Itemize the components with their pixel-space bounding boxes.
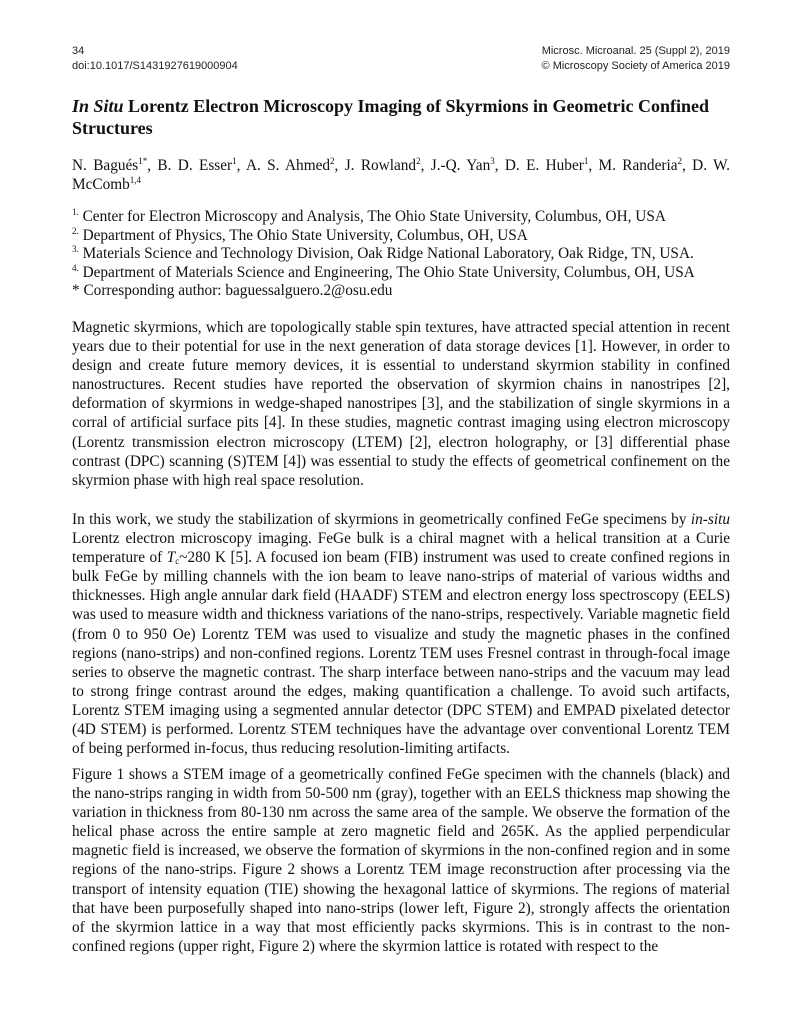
text-italic: in-situ xyxy=(690,511,730,528)
author-affil: 1,4 xyxy=(129,175,142,185)
author-affil: 2 xyxy=(416,156,421,166)
author-affil: 1 xyxy=(232,156,237,166)
affiliation xyxy=(72,227,732,246)
author-affil: 3 xyxy=(490,156,495,166)
symbol-T: T xyxy=(166,549,176,567)
paragraph-results: Figure 1 shows a STEM image of a geometrically confined FeGe specimen with the channels (black) and the nano-strips ranging in width from 50-500 nm (gray), together with an EELS thickness map showing the variation in thickness from 80-130 nm across the same area of the sample. We observe the formation of the helical phase across the entire sample at zero magnetic field and 265K. As the applied perpendicular magnetic field is increased, we observe the formation of skyrmions in the non-confined region and in some regions of the nano-strips. Figure 2 shows a Lorentz TEM image reconstruction after processing via the transport of intensity equation (TIE) showing the hexagonal lattice of skyrmions. The regions of material that have been purposefully shaped into nano-strips (lower left, Figure 2), strongly affects the orientation of the skyrmion lattice in a way that most efficiently packs skyrmions. This is in contrast to the non-confined regions (upper right, Figure 2) where the skyrmion lattice is rotated with respect to the xyxy=(72,766,730,955)
author: N. Bagués xyxy=(72,157,139,174)
affiliation xyxy=(72,208,732,227)
affil-text: Materials Science and Technology Division, Oak Ridge National Laboratory, Oak Ridge, TN, USA. xyxy=(78,245,694,263)
page-number: 34 xyxy=(72,45,85,57)
affil-number: 4. xyxy=(72,262,79,273)
affil-number: 3. xyxy=(72,244,79,255)
author-list xyxy=(72,156,730,194)
affiliation xyxy=(72,245,732,264)
affiliations xyxy=(72,208,732,301)
text: Lorentz electron microscopy imaging. FeGe bulk is a chiral magnet with a helical transition at a Curie temperature of xyxy=(72,530,730,567)
affil-number: 2. xyxy=(72,225,79,236)
corresponding-author: * Corresponding author: baguessalguero.2@osu.edu xyxy=(72,282,393,300)
doi: doi:10.1017/S1431927619000904 xyxy=(72,60,238,72)
affil-text: Department of Materials Science and Engineering, The Ohio State University, Columbus, OH, USA xyxy=(78,263,695,281)
author: , D. W. McComb xyxy=(72,157,730,193)
author: , J. Rowland xyxy=(334,157,417,174)
author: , J.-Q. Yan xyxy=(420,157,491,174)
affil-text: Department of Physics, The Ohio State University, Columbus, OH, USA xyxy=(78,226,528,244)
text: In this work, we study the stabilization of skyrmions in geometrically confined FeGe specimens by xyxy=(72,511,691,528)
subscript-c: c xyxy=(175,556,180,567)
copyright: © Microscopy Society of America 2019 xyxy=(541,60,730,72)
journal-citation: Microsc. Microanal. 25 (Suppl 2), 2019 xyxy=(541,45,730,57)
author: , D. E. Huber xyxy=(494,157,584,174)
page-header-right xyxy=(542,44,730,74)
author: , B. D. Esser xyxy=(147,157,233,174)
affil-text: Center for Electron Microscopy and Analysis, The Ohio State University, Columbus, OH, USA xyxy=(78,208,666,225)
author-affil: 2 xyxy=(677,156,682,166)
paragraph-methods xyxy=(72,510,730,758)
author: , A. S. Ahmed xyxy=(236,157,331,174)
author: , M. Randeria xyxy=(588,157,678,174)
author-affil: 2 xyxy=(330,156,335,166)
author-affil: 1 xyxy=(583,156,589,166)
text: ~280 K [5]. A focused ion beam (FIB) instrument was used to create confined regions in bulk FeGe by milling channels with the ion beam to leave nano-strips of material of various widths and thicknesses. High angle annular dark field (HAADF) STEM and electron energy loss spectroscopy (EELS) was used to measure width and thickness variations of the nano-strips, respectively. Variable magnetic field (from 0 to 950 Oe) Lorentz TEM was used to visualize and study the magnetic phases in the confined regions (nano-strips) and non-confined regions. Lorentz TEM uses Fresnel contrast in through-focal image series to observe the magnetic contrast. The sharp interface between nano-strips and the vacuum may lead to strong fringe contrast around the edges, making quantification a challenge. To avoid such artifacts, Lorentz STEM imaging using a segmented annular detector (DPC STEM) and EMPAD pixelated detector (4D STEM) is performed. Lorentz STEM techniques have the advantage over conventional Lorentz TEM of being performed in-focus, thus reducing resolution-limiting artifacts. xyxy=(72,549,730,758)
title-italic: In Situ xyxy=(72,96,124,116)
paper-title xyxy=(72,95,732,139)
affiliation xyxy=(72,264,732,283)
page-header-left xyxy=(72,44,238,74)
author-affil: 1* xyxy=(138,156,148,166)
paragraph-intro: Magnetic skyrmions, which are topologically stable spin textures, have attracted special attention in recent years due to their potential for use in the next generation of data storage devices [1]. However, in order to design and create future memory devices, it is essential to understand skyrmion stability in confined nanostructures. Recent studies have reported the observation of skyrmion chains in nanostripes [2], deformation of skyrmions in wedge-shaped nanostripes [3], and the stabilization of single skyrmions in a corral of artificial surface pits [4]. In these studies, magnetic contrast imaging using electron microscopy (Lorentz transmission electron microscopy (LTEM) [2], electron holography, or [3] differential phase contrast (DPC) scanning (S)TEM [4]) was essential to study the effects of geometrical confinement on the skyrmion phase with high real space resolution. xyxy=(72,319,730,489)
affil-number: 1. xyxy=(72,207,79,217)
title-rest: Lorentz Electron Microscopy Imaging of Skyrmions in Geometric Confined Structures xyxy=(72,96,710,138)
